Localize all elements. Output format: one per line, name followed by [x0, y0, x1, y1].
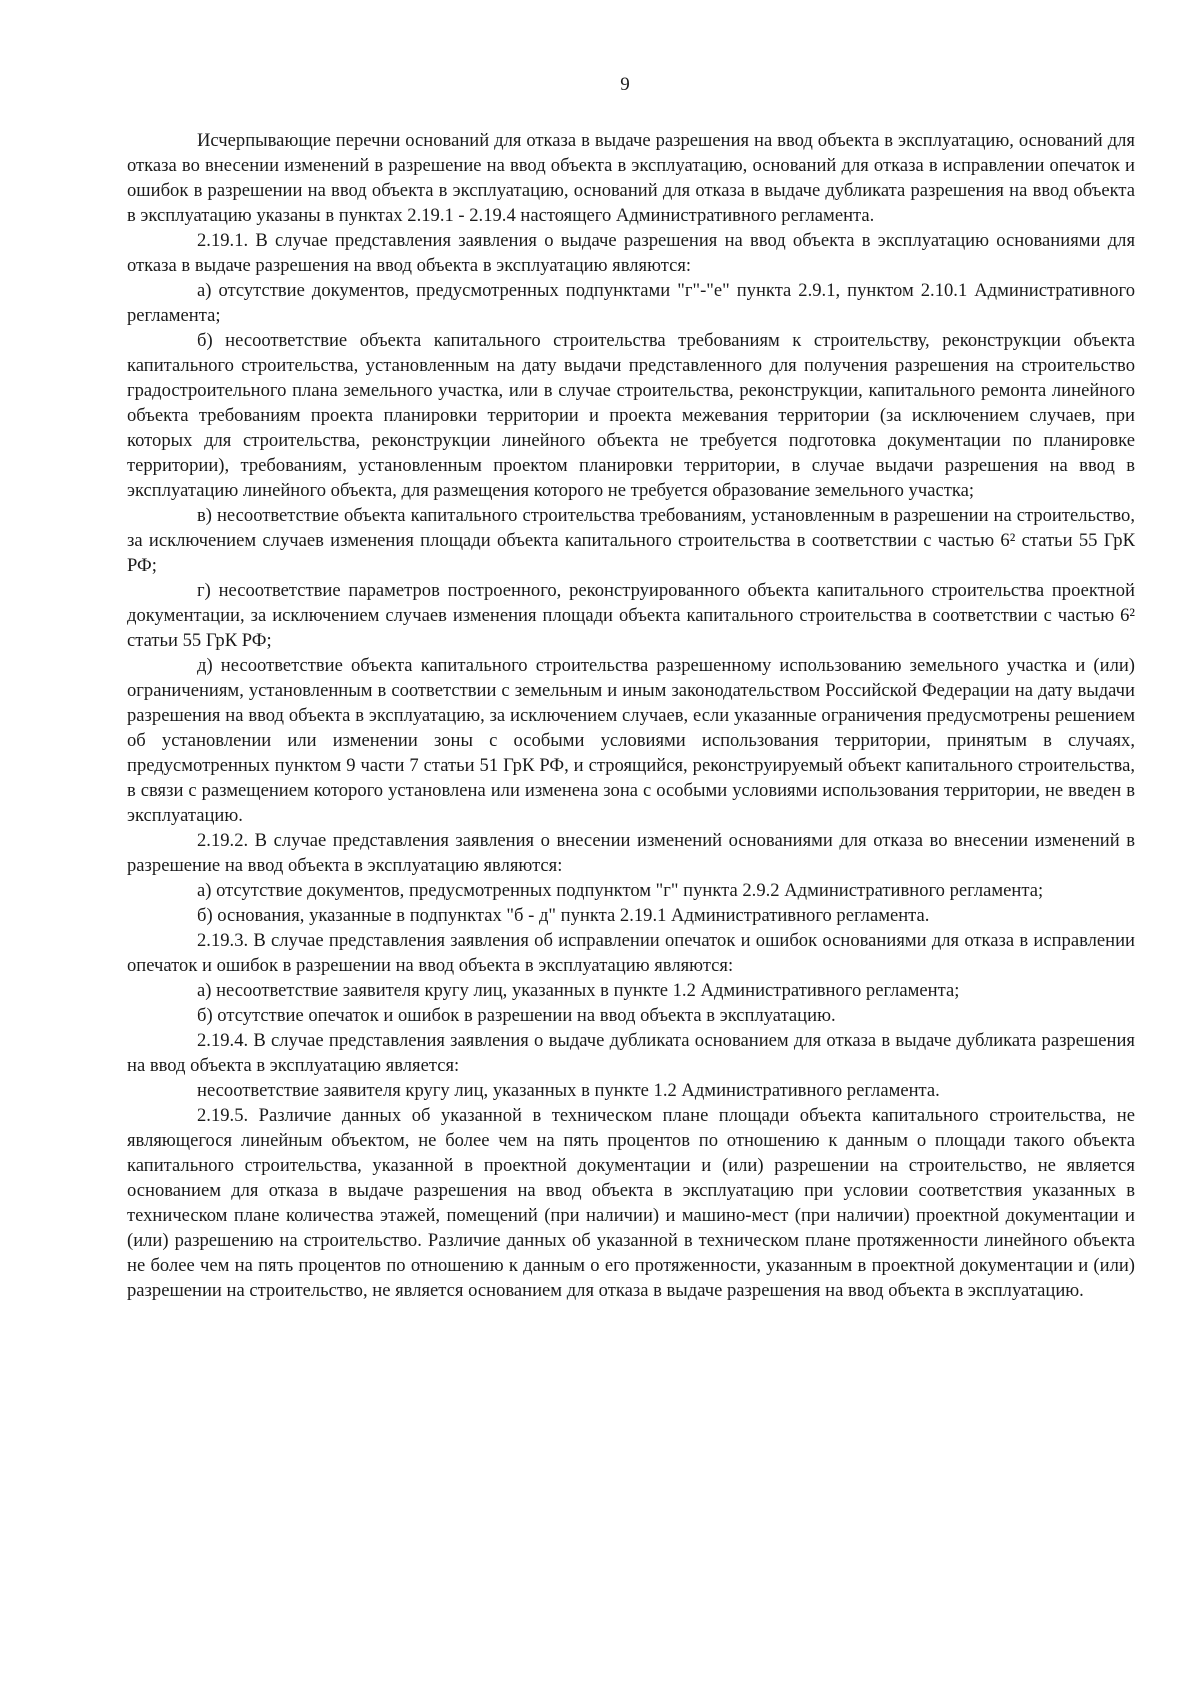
page-number: 9: [620, 74, 630, 95]
paragraph-2-19-1-d: д) несоответствие объекта капитального строительства разрешенному использованию земельного участка и (или) ограничениям, установленным в соответствии с земельным и иным законодательством Российской Федерации на дату выдачи разрешения на ввод объекта в эксплуатацию, за исключением случаев, если указанные ограничения предусмотрены решением об установлении или изменении зоны с особыми условиями использования территории, принятым в случаях, предусмотренных пунктом 9 части 7 статьи 51 ГрК РФ, и строящийся, реконструируемый объект капитального строительства, в связи с размещением которого установлена или изменена зона с особыми условиями использования территории, не введен в эксплуатацию.: [127, 655, 1135, 826]
paragraph-2-19-1: 2.19.1. В случае представления заявления о выдаче разрешения на ввод объекта в эксплуатацию основаниями для отказа в выдаче разрешения на ввод объекта в эксплуатацию являются:: [127, 230, 1135, 276]
paragraph-2-19-4-item: несоответствие заявителя кругу лиц, указанных в пункте 1.2 Административного регламента.: [197, 1080, 940, 1101]
document-body: [127, 128, 1135, 1303]
paragraph-2-19-1-v: в) несоответствие объекта капитального строительства требованиям, установленным в разрешении на строительство, за исключением случаев изменения площади объекта капитального строительства в соответствии с частью 6² статьи 55 ГрК РФ;: [127, 505, 1135, 576]
paragraph-2-19-3-b: б) отсутствие опечаток и ошибок в разрешении на ввод объекта в эксплуатацию.: [197, 1005, 836, 1026]
paragraph-2-19-3: 2.19.3. В случае представления заявления об исправлении опечаток и ошибок основаниями для отказа в исправлении опечаток и ошибок в разрешении на ввод объекта в эксплуатацию являются:: [127, 930, 1135, 976]
paragraph-2-19-5: 2.19.5. Различие данных об указанной в техническом плане площади объекта капитального строительства, не являющегося линейным объектом, не более чем на пять процентов по отношению к данным о площади такого объекта капитального строительства, указанной в проектной документации и (или) разрешении на строительство, не является основанием для отказа в выдаче разрешения на ввод объекта в эксплуатацию при условии соответствия указанных в техническом плане количества этажей, помещений (при наличии) и машино-мест (при наличии) проектной документации и (или) разрешению на строительство. Различие данных об указанной в техническом плане протяженности линейного объекта не более чем на пять процентов по отношению к данным о его протяженности, указанным в проектной документации и (или) разрешении на строительство, не является основанием для отказа в выдаче разрешения на ввод объекта в эксплуатацию.: [127, 1105, 1135, 1301]
paragraph-2-19-1-a: а) отсутствие документов, предусмотренных подпунктами "г"-"е" пункта 2.9.1, пунктом 2.10.1 Административного регламента;: [127, 280, 1135, 326]
paragraph-2-19-1-b: б) несоответствие объекта капитального строительства требованиям к строительству, реконструкции объекта капитального строительства, установленным на дату выдачи представленного для получения разрешения на строительство градостроительного плана земельного участка, или в случае строительства, реконструкции, капитального ремонта линейного объекта требованиям проекта планировки территории и проекта межевания территории (за исключением случаев, при которых для строительства, реконструкции линейного объекта не требуется подготовка документации по планировке территории), требованиям, установленным проектом планировки территории, в случае выдачи разрешения на ввод в эксплуатацию линейного объекта, для размещения которого не требуется образование земельного участка;: [127, 330, 1135, 501]
paragraph-2-19-4: 2.19.4. В случае представления заявления о выдаче дубликата основанием для отказа в выдаче дубликата разрешения на ввод объекта в эксплуатацию является:: [127, 1030, 1135, 1076]
paragraph-2-19-2: 2.19.2. В случае представления заявления о внесении изменений основаниями для отказа во внесении изменений в разрешение на ввод объекта в эксплуатацию являются:: [127, 830, 1135, 876]
paragraph-2-19-3-a: а) несоответствие заявителя кругу лиц, указанных в пункте 1.2 Административного регламента;: [197, 980, 960, 1001]
paragraph-2-19-2-b: б) основания, указанные в подпунктах "б - д" пункта 2.19.1 Административного регламента.: [197, 905, 930, 926]
paragraph-2-19-1-g: г) несоответствие параметров построенного, реконструированного объекта капитального строительства проектной документации, за исключением случаев изменения площади объекта капитального строительства в соответствии с частью 6² статьи 55 ГрК РФ;: [127, 580, 1135, 651]
paragraph-intro: Исчерпывающие перечни оснований для отказа в выдаче разрешения на ввод объекта в эксплуатацию, оснований для отказа во внесении изменений в разрешение на ввод объекта в эксплуатацию, оснований для отказа в исправлении опечаток и ошибок в разрешении на ввод объекта в эксплуатацию, оснований для отказа в выдаче дубликата разрешения на ввод объекта в эксплуатацию указаны в пунктах 2.19.1 - 2.19.4 настоящего Административного регламента.: [127, 130, 1135, 226]
paragraph-2-19-2-a: а) отсутствие документов, предусмотренных подпунктом "г" пункта 2.9.2 Административного регламента;: [197, 880, 1044, 901]
